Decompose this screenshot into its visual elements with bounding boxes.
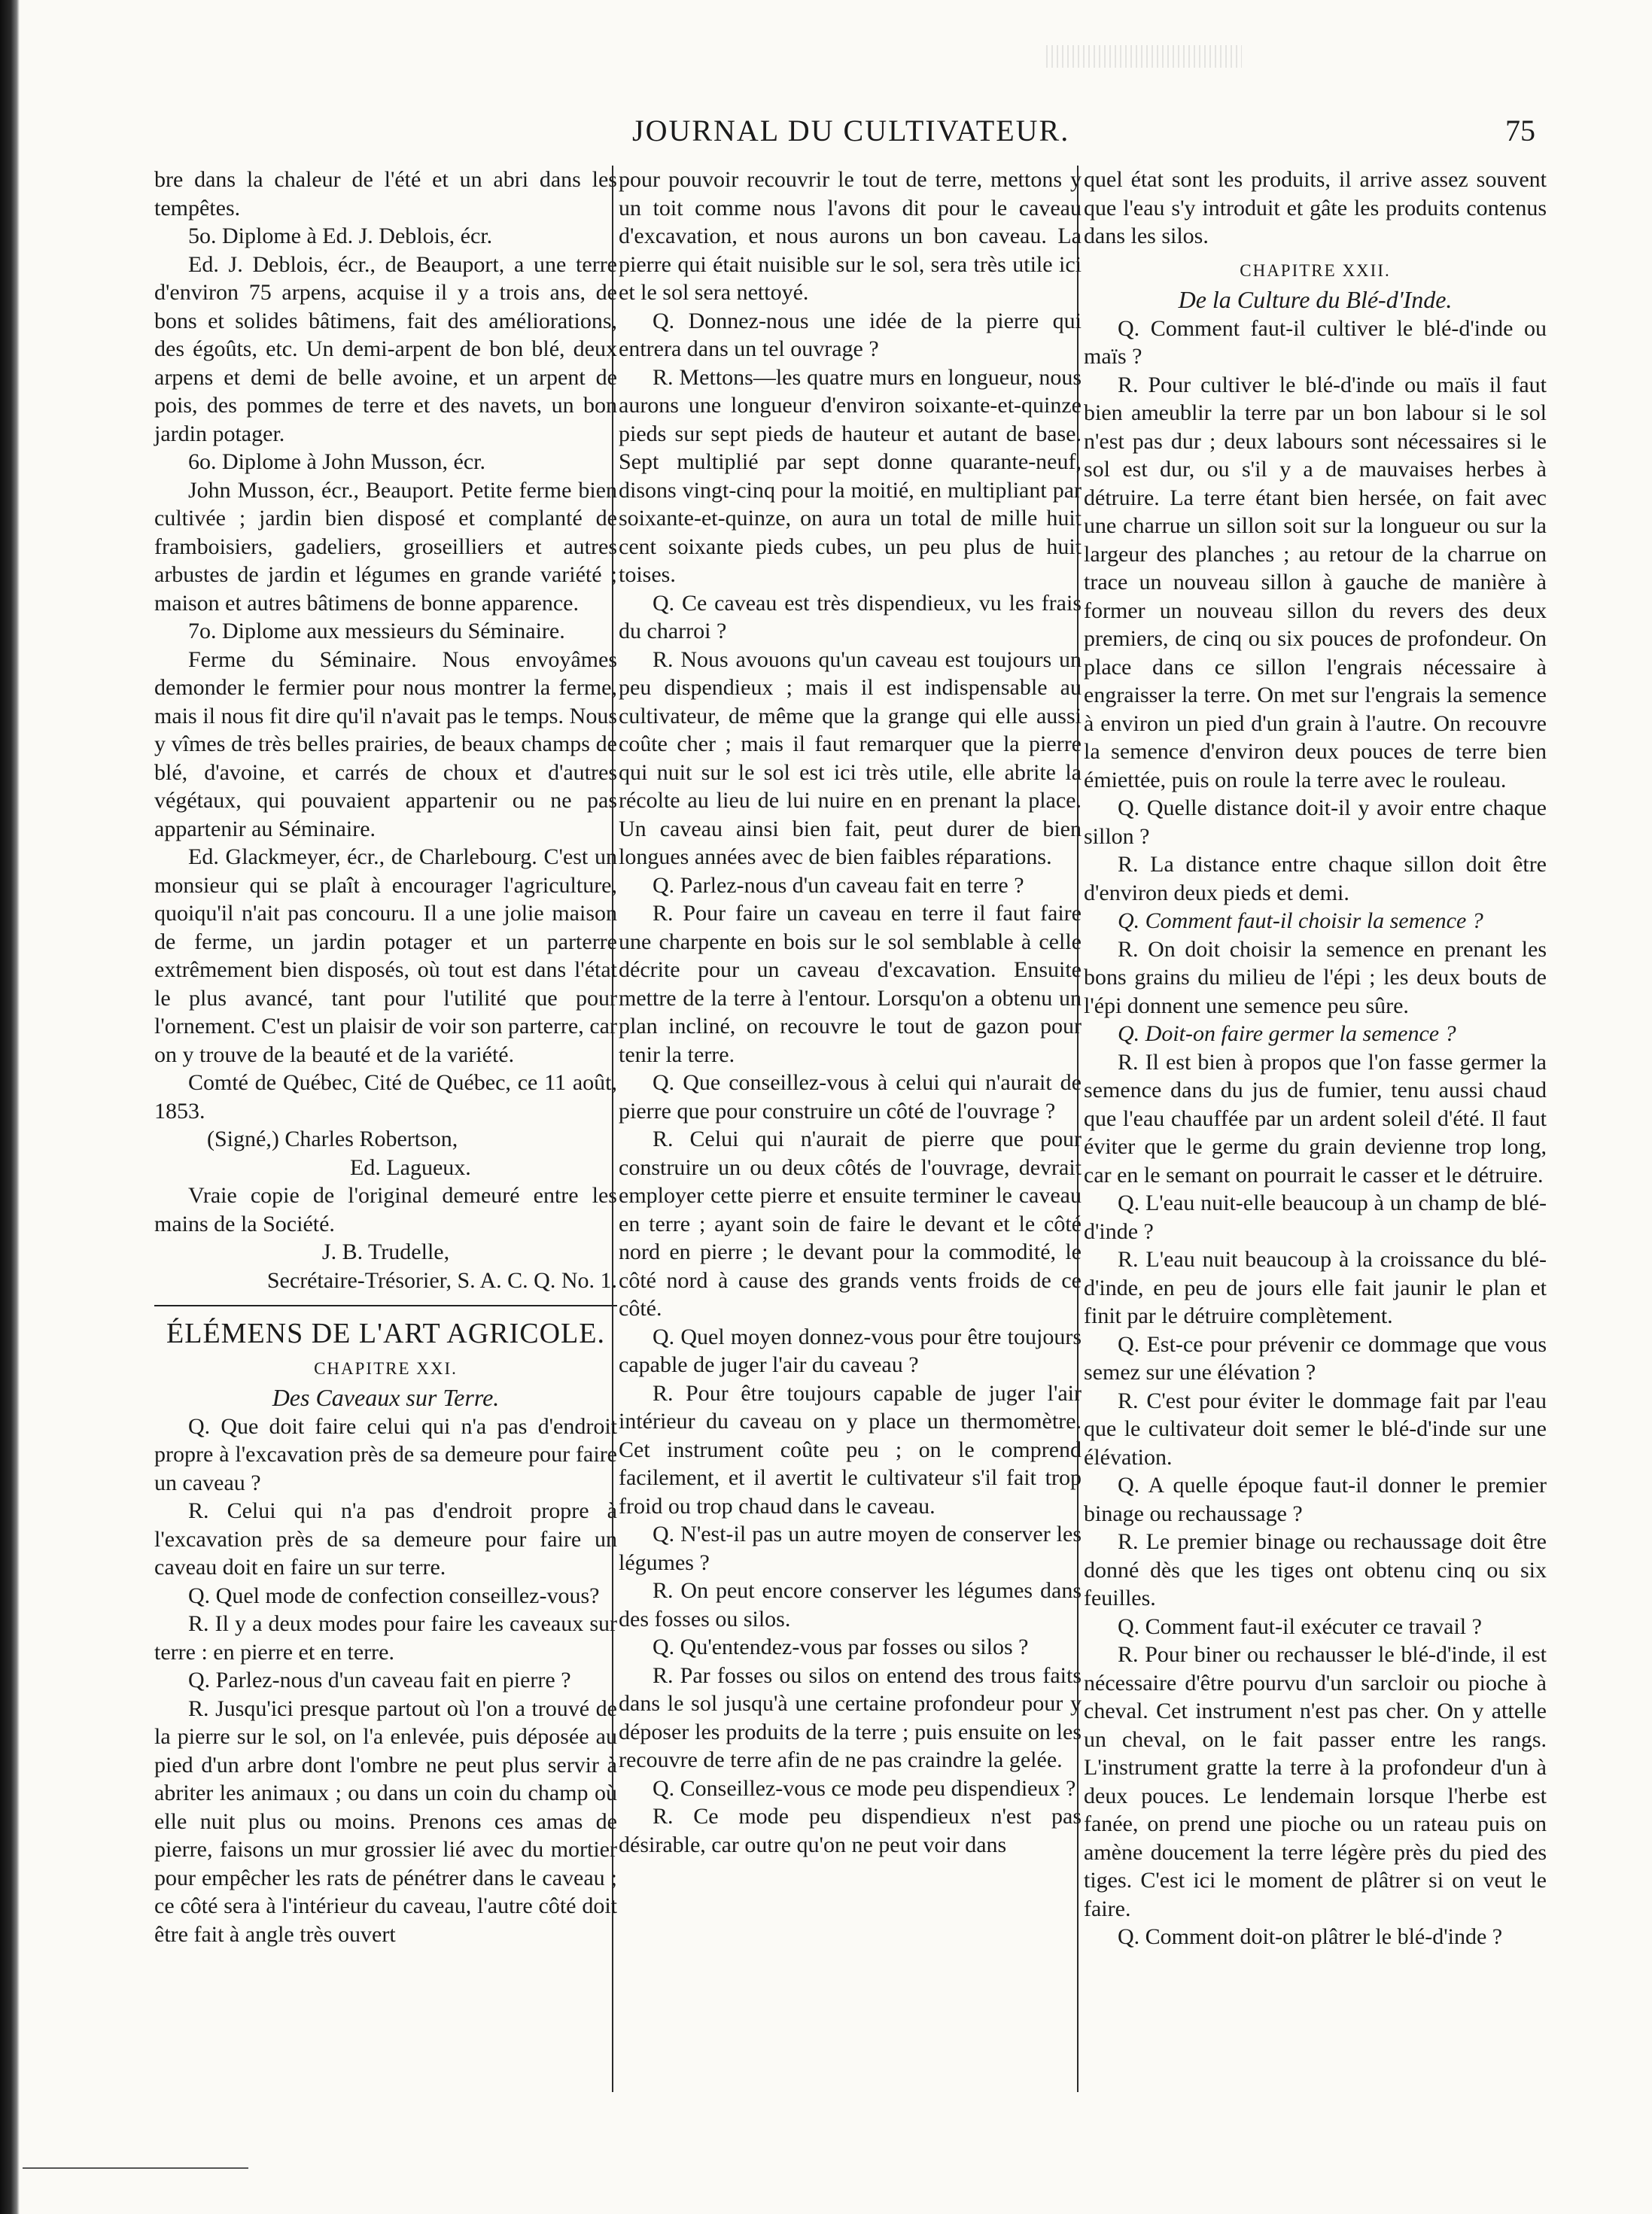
question: Q. Comment faut-il choisir la semence ? bbox=[1118, 908, 1483, 933]
signature-line: J. B. Trudelle, bbox=[321, 1239, 450, 1264]
paragraph: 6o. Diplome à John Musson, écr. bbox=[188, 449, 485, 474]
answer: R. Ce mode peu dispendieux n'est pas désirable, car outre qu'on ne peut voir dans bbox=[619, 1804, 1082, 1857]
paragraph: John Musson, écr., Beauport. Petite ferme bien cultivée ; jardin bien disposé et complanté de framboisiers, gadeliers, groseilliers et autres arbustes de jardin et légumes en grande variété ; maison et autres bâtimens de bonne apparence. bbox=[154, 477, 617, 616]
question: Q. Comment faut-il cultiver le blé-d'inde ou maïs ? bbox=[1084, 315, 1547, 369]
section-divider bbox=[154, 1305, 617, 1306]
question: Q. Ce caveau est très dispendieux, vu les frais du charroi ? bbox=[619, 590, 1082, 643]
chapter-title: De la Culture du Blé-d'Inde. bbox=[1178, 286, 1453, 313]
running-title: JOURNAL DU CULTIVATEUR. bbox=[632, 114, 1070, 147]
signature-line: (Signé,) Charles Robertson, bbox=[207, 1127, 458, 1151]
answer: R. Il est bien à propos que l'on fasse germer la semence dans du jus de fumier, tenu aussi chaud que l'eau chauffée par un ardent soleil d'été. Il faut éviter que le germe du grain devienne trop long, car en le semant on pourrait le casser et le détruire. bbox=[1084, 1049, 1547, 1188]
paragraph: Comté de Québec, Cité de Québec, ce 11 août, 1853. bbox=[154, 1070, 617, 1124]
bottom-rule bbox=[23, 2167, 248, 2169]
answer: R. La distance entre chaque sillon doit être d'environ deux pieds et demi. bbox=[1084, 852, 1547, 905]
print-speckle bbox=[1046, 45, 1242, 68]
question: Q. A quelle époque faut-il donner le premier binage ou rechaussage ? bbox=[1084, 1473, 1547, 1526]
question: Q. Parlez-nous d'un caveau fait en terre ? bbox=[653, 872, 1024, 898]
chapter-title: Des Caveaux sur Terre. bbox=[272, 1384, 500, 1411]
question: Q. Quel moyen donnez-vous pour être toujours capable de juger l'air du caveau ? bbox=[619, 1324, 1082, 1377]
question: Q. Parlez-nous d'un caveau fait en pierre ? bbox=[188, 1668, 571, 1692]
page-number: 75 bbox=[1505, 114, 1535, 147]
section-title: ÉLÉMENS DE L'ART AGRICOLE. bbox=[166, 1318, 605, 1349]
chapter-heading: CHAPITRE XXI. bbox=[314, 1358, 458, 1378]
answer: R. Pour biner ou rechausser le blé-d'inde, il est nécessaire d'être pourvu d'un sarcloir ou pioche à cheval. Cet instrument n'est pas cher. On y attelle un cheval, on le fait passer entre les rangs. L'instrument gratte la terre à la profondeur d'un à deux pouces. Le lendemain lorsque l'herbe est fanée, on prend une pioche ou un rateau puis on amène doucement la terre légère près du pied des tiges. C'est ici le moment de plâtrer si on veut le faire. bbox=[1084, 1642, 1547, 1921]
answer: R. Nous avouons qu'un caveau est toujours un peu dispendieux ; mais il est indispensable au cultivateur, de même que la grange qui elle aussi coûte cher ; mais il faut remarquer que la pierre qui nuit sur le sol est ici très utile, elle abrite la récolte au lieu de lui nuire en en prenant la place. Un caveau ainsi bien fait, peut durer de bien longues années avec de bien faibles réparations. bbox=[619, 646, 1082, 869]
question: Q. Quelle distance doit-il y avoir entre chaque sillon ? bbox=[1084, 795, 1547, 849]
question: Q. Qu'entendez-vous par fosses ou silos ? bbox=[653, 1635, 1029, 1659]
paragraph: 5o. Diplome à Ed. J. Deblois, écr. bbox=[188, 224, 493, 248]
answer: R. On doit choisir la semence en prenant les bons grains du milieu de l'épi ; les deux bouts de l'épi donnent une semence peu sûre. bbox=[1084, 936, 1547, 1018]
answer: R. L'eau nuit beaucoup à la croissance du blé-d'inde, en peu de jours elle fait jaunir le plan et finit par le détruire complètement. bbox=[1084, 1247, 1547, 1328]
paragraph: 7o. Diplome aux messieurs du Séminaire. bbox=[188, 619, 565, 643]
answer: R. Pour faire un caveau en terre il faut faire une charpente en bois sur le sol semblable à celle décrite pour un caveau d'excavation. Ensuite mettre de la terre à l'entour. Lorsqu'on a obtenu un plan incliné, on recouvre le tout de gazon pour tenir la terre. bbox=[619, 901, 1082, 1067]
answer: R. Par fosses ou silos on entend des trous faits dans le sol jusqu'à une certaine profondeur pour y déposer les produits de la terre ; puis ensuite on les recouvre de terre afin de ne pas craindre la gelée. bbox=[619, 1662, 1082, 1772]
question: Q. Comment faut-il exécuter ce travail ? bbox=[1118, 1613, 1482, 1639]
paragraph: Ed. Glackmeyer, écr., de Charlebourg. C'est un monsieur qui se plaît à encourager l'agriculture, quoiqu'il n'ait pas concouru. Il a une jolie maison de ferme, un jardin potager et un parterre extrêmement bien disposés, où tout est dans l'état le plus avancé, tant pour l'utilité que pour l'ornement. C'est un plaisir de voir son parterre, car on y trouve de la beauté et de la variété. bbox=[154, 844, 617, 1067]
page-binding-edge bbox=[0, 0, 20, 2214]
answer: R. Pour cultiver le blé-d'inde ou maïs il faut bien ameublir la terre par un bon labour si le sol n'est pas dur ; deux labours sont nécessaires si le sol est dur, ou s'il y a de mauvaises herbes à détruire. La terre étant bien hersée, on fait avec une charrue un sillon soit sur la longueur ou sur la largeur des planches ; au retour de la charrue on trace un nouveau sillon à gauche de manière à former un nouveau sillon du revers des deux premiers, de cinq ou six pouces de profondeur. On place dans ce sillon l'engrais nécessaire à engraisser la terre. On met sur l'engrais la semence à environ un pied d'un grain à l'autre. On recouvre la semence d'environ deux pouces de terre bien émiettée, puis on roule la terre avec le rouleau. bbox=[1084, 372, 1547, 792]
answer: R. Jusqu'ici presque partout où l'on a trouvé de la pierre sur le sol, on l'a enlevée, puis déposée au pied d'un arbre dont l'ombre ne peut plus servir à abriter les animaux ; ou dans un coin du champ où elle nuit plus ou moins. Prenons ces amas de pierre, faisons un mur grossier lié avec du mortier pour empêcher les rats de pénétrer dans le caveau ; ce côté sera à l'intérieur du caveau, l'autre côté doit être fait à angle très ouvert bbox=[154, 1695, 617, 1947]
paragraph: Ed. J. Deblois, écr., de Beauport, a une terre d'environ 75 arpens, acquise il y a trois ans, de bons et solides bâtimens, fait des améliorations, des égoûts, etc. Un demi-arpent de bon blé, deux arpens et demi de belle avoine, et un arpent de pois, des pommes de terre et des navets, un bon jardin potager. bbox=[154, 251, 617, 446]
answer: R. Celui qui n'a pas d'endroit propre à l'excavation près de sa demeure pour faire un caveau doit en faire un sur terre. bbox=[154, 1498, 617, 1580]
answer: R. On peut encore conserver les légumes dans des fosses ou silos. bbox=[619, 1578, 1082, 1632]
question: Q. L'eau nuit-elle beaucoup à un champ de blé-d'inde ? bbox=[1084, 1191, 1547, 1244]
signature-line: Secrétaire-Trésorier, S. A. C. Q. No. 1. bbox=[266, 1267, 617, 1293]
question: Q. Quel mode de confection conseillez-vous? bbox=[188, 1583, 600, 1608]
paragraph: quel état sont les produits, il arrive assez souvent que l'eau s'y introduit et gâte les produits contenus dans les silos. bbox=[1084, 167, 1547, 248]
paragraph: bre dans la chaleur de l'été et un abri dans les tempêtes. bbox=[154, 167, 617, 220]
question: Q. Que conseillez-vous à celui qui n'aurait de pierre que pour construire un côté de l'ouvrage ? bbox=[619, 1070, 1082, 1124]
column-2 bbox=[619, 166, 1082, 1859]
question: Q. Conseillez-vous ce mode peu dispendieux ? bbox=[653, 1775, 1076, 1801]
paragraph: Vraie copie de l'original demeuré entre les mains de la Société. bbox=[154, 1183, 617, 1236]
question: Q. Est-ce pour prévenir ce dommage que vous semez sur une élévation ? bbox=[1084, 1331, 1547, 1385]
column-3 bbox=[1084, 166, 1547, 1951]
answer: R. Mettons—les quatre murs en longueur, nous aurons une longueur d'environ soixante-et-quinze pieds sur sept pieds de hauteur et autant de base. Sept multiplié par sept donne quarante-neuf, disons vingt-cinq pour la moitié, en multipliant par soixante-et-quinze, on aura un total de mille huit cent soixante pieds cubes, un peu plus de huit toises. bbox=[619, 364, 1082, 587]
paragraph: pour pouvoir recouvrir le tout de terre, mettons y un toit comme nous l'avons dit pour le caveau d'excavation, et nous aurons un bon caveau. La pierre qui était nuisible sur le sol, sera très utile ici et le sol sera nettoyé. bbox=[619, 167, 1082, 305]
question: Q. Doit-on faire germer la semence ? bbox=[1118, 1021, 1456, 1046]
answer: R. C'est pour éviter le dommage fait par l'eau que le cultivateur doit semer le blé-d'inde sur une élévation. bbox=[1084, 1388, 1547, 1470]
signature-line: Ed. Lagueux. bbox=[350, 1154, 471, 1180]
column-1 bbox=[154, 166, 617, 1948]
chapter-heading: CHAPITRE XXII. bbox=[1240, 260, 1391, 280]
question: Q. Donnez-nous une idée de la pierre qui entrera dans un tel ouvrage ? bbox=[619, 308, 1082, 361]
page-header bbox=[632, 113, 1535, 147]
answer: R. Pour être toujours capable de juger l'air intérieur du caveau on y place un thermomètre. Cet instrument coûte peu ; on le comprend facilement, et il avertit le cultivateur s'il fait trop froid ou trop chaud dans le caveau. bbox=[619, 1380, 1082, 1519]
question: Q. Que doit faire celui qui n'a pas d'endroit propre à l'excavation près de sa demeure pour faire un caveau ? bbox=[154, 1413, 617, 1495]
answer: R. Il y a deux modes pour faire les caveaux sur terre : en pierre et en terre. bbox=[154, 1611, 617, 1665]
paragraph: Ferme du Séminaire. Nous envoyâmes demonder le fermier pour nous montrer la ferme, mais il nous fit dire qu'il n'avait pas le temps. Nous y vîmes de très belles prairies, de beaux champs de blé, d'avoine, et carrés de choux et d'autres végétaux, qui pouvaient appartenir ou ne pas appartenir au Séminaire. bbox=[154, 646, 617, 841]
answer: R. Le premier binage ou rechaussage doit être donné dès que les tiges ont obtenu cinq ou six feuilles. bbox=[1084, 1529, 1547, 1610]
question: Q. N'est-il pas un autre moyen de conserver les légumes ? bbox=[619, 1522, 1082, 1575]
answer: R. Celui qui n'aurait de pierre que pour construire un ou deux côtés de l'ouvrage, devrait employer cette pierre et ensuite terminer le caveau en terre ; ayant soin de faire le devant et le côté nord en pierre ; le devant pour la commodité, le côté nord à cause des grands vents froids de ce côté. bbox=[619, 1127, 1082, 1321]
question: Q. Comment doit-on plâtrer le blé-d'inde ? bbox=[1118, 1924, 1503, 1949]
